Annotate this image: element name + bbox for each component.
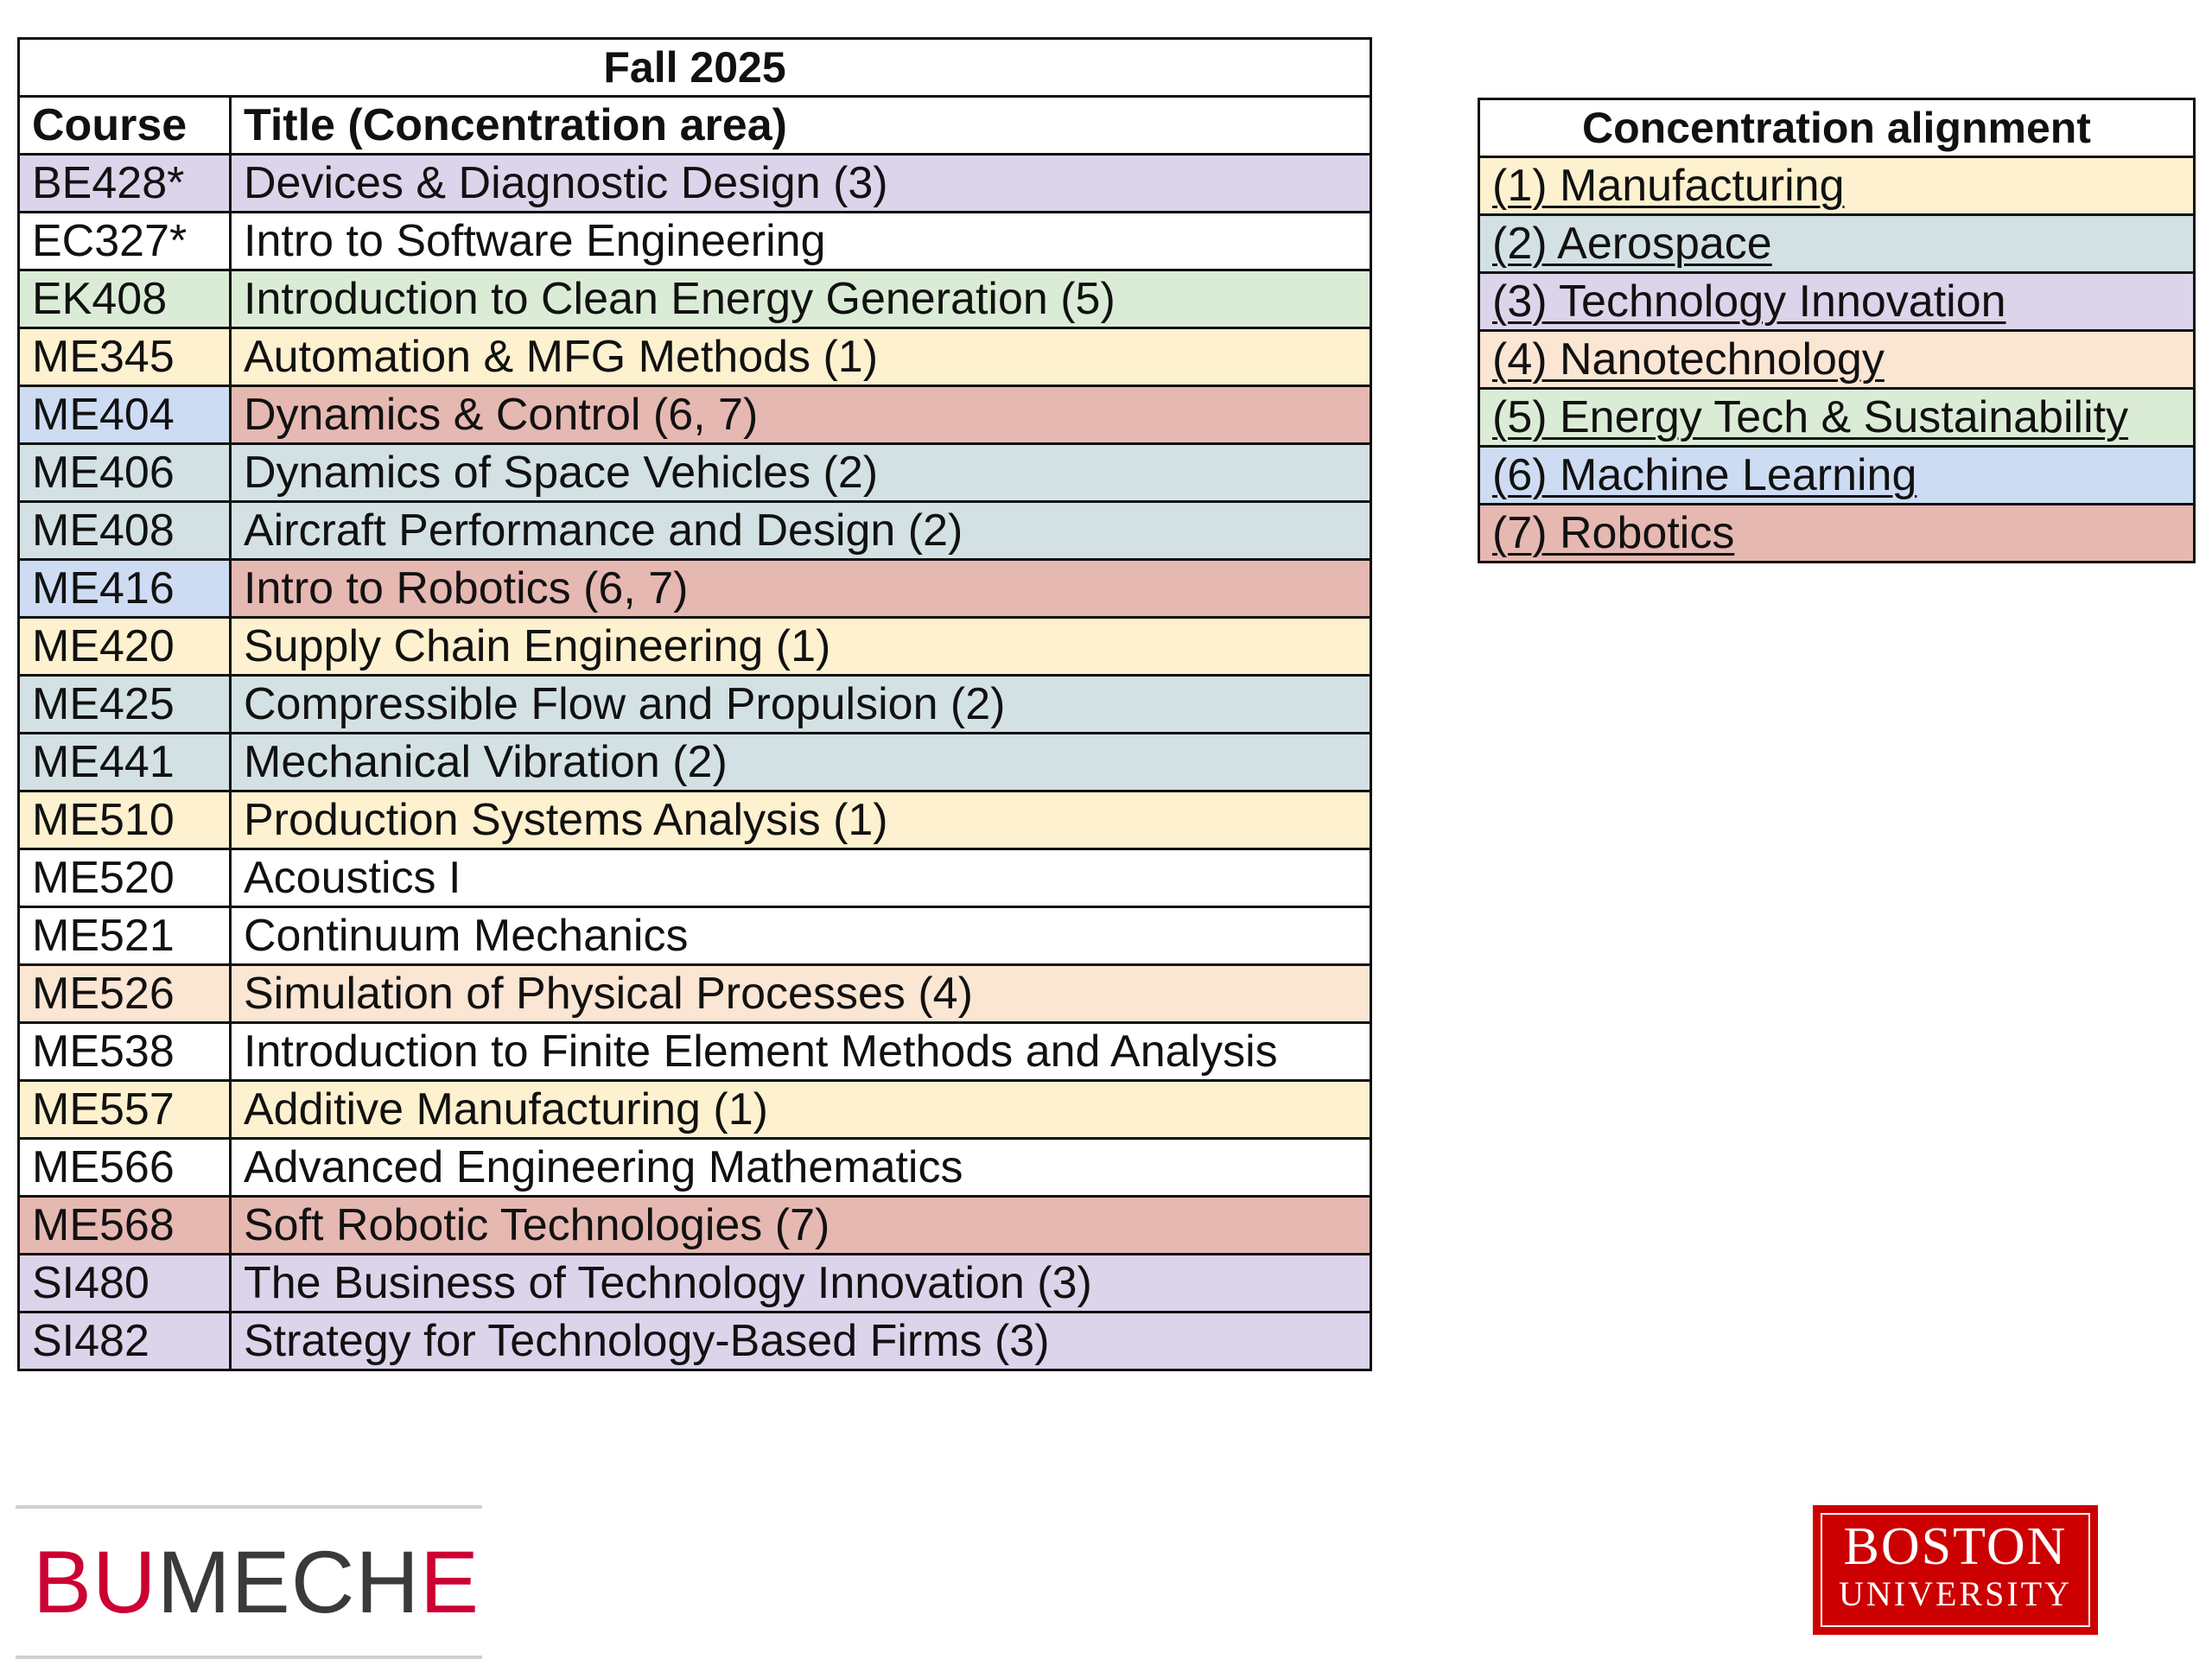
- legend-row: [1479, 157, 2195, 215]
- legend-item: [1479, 331, 2195, 389]
- course-title: Strategy for Technology-Based Firms (3): [231, 1313, 1371, 1370]
- course-row: [19, 965, 1371, 1023]
- course-title: Production Systems Analysis (1): [231, 791, 1371, 849]
- course-row: [19, 560, 1371, 618]
- course-row: [19, 849, 1371, 907]
- course-row: [19, 213, 1371, 270]
- course-code: EC327*: [19, 213, 231, 270]
- course-code: ME441: [19, 734, 231, 791]
- course-title: Intro to Robotics (6, 7): [231, 560, 1371, 618]
- course-code: ME566: [19, 1139, 231, 1197]
- legend-item-label: (2) Aerospace: [1492, 219, 1772, 269]
- course-code: ME425: [19, 676, 231, 734]
- course-code: ME520: [19, 849, 231, 907]
- course-title: Introduction to Clean Energy Generation (5): [231, 270, 1371, 328]
- legend-item: [1479, 157, 2195, 215]
- course-row: [19, 1255, 1371, 1313]
- legend-header-row: [1479, 99, 2195, 157]
- course-code: ME557: [19, 1081, 231, 1139]
- bu-meche-logo: [16, 1505, 482, 1659]
- course-code: ME538: [19, 1023, 231, 1081]
- course-title: Mechanical Vibration (2): [231, 734, 1371, 791]
- course-row: [19, 1313, 1371, 1370]
- course-title: The Business of Technology Innovation (3): [231, 1255, 1371, 1313]
- legend-row: [1479, 215, 2195, 273]
- course-row: [19, 791, 1371, 849]
- legend-item-label: (3) Technology Innovation: [1492, 276, 2006, 327]
- course-row: [19, 676, 1371, 734]
- course-row: [19, 1023, 1371, 1081]
- course-title: Aircraft Performance and Design (2): [231, 502, 1371, 560]
- course-row: [19, 618, 1371, 676]
- course-code: ME526: [19, 965, 231, 1023]
- legend-item: [1479, 505, 2195, 563]
- course-title: Introduction to Finite Element Methods and Analysis: [231, 1023, 1371, 1081]
- course-code: ME521: [19, 907, 231, 965]
- legend-item: [1479, 389, 2195, 447]
- course-title: Automation & MFG Methods (1): [231, 328, 1371, 386]
- course-row: [19, 734, 1371, 791]
- course-title: Additive Manufacturing (1): [231, 1081, 1371, 1139]
- logo-top-rule: [16, 1505, 482, 1509]
- course-title: Acoustics I: [231, 849, 1371, 907]
- column-header-row: [19, 97, 1371, 155]
- column-header-course: Course: [19, 97, 231, 155]
- course-title: Supply Chain Engineering (1): [231, 618, 1371, 676]
- semester-header-row: [19, 39, 1371, 97]
- legend-row: [1479, 447, 2195, 505]
- logo-line-university: UNIVERSITY: [1839, 1574, 2072, 1613]
- course-title: Intro to Software Engineering: [231, 213, 1371, 270]
- logo-line-boston: BOSTON: [1843, 1517, 2068, 1576]
- legend-row: [1479, 505, 2195, 563]
- legend-item-label: (1) Manufacturing: [1492, 161, 1845, 211]
- meche-wordmark: [33, 1535, 480, 1630]
- meche-wordmark-e: E: [420, 1533, 480, 1631]
- course-title: Dynamics & Control (6, 7): [231, 386, 1371, 444]
- legend-item: [1479, 447, 2195, 505]
- course-title: Devices & Diagnostic Design (3): [231, 155, 1371, 213]
- meche-wordmark-mech: MECH: [156, 1533, 421, 1631]
- course-title: Simulation of Physical Processes (4): [231, 965, 1371, 1023]
- logo-bottom-rule: [16, 1656, 482, 1659]
- course-code: ME345: [19, 328, 231, 386]
- course-code: SI480: [19, 1255, 231, 1313]
- course-row: [19, 155, 1371, 213]
- course-code: ME416: [19, 560, 231, 618]
- course-code: EK408: [19, 270, 231, 328]
- course-title: Compressible Flow and Propulsion (2): [231, 676, 1371, 734]
- course-code: ME420: [19, 618, 231, 676]
- course-row: [19, 386, 1371, 444]
- course-code: ME406: [19, 444, 231, 502]
- course-row: [19, 1197, 1371, 1255]
- course-row: [19, 907, 1371, 965]
- course-code: BE428*: [19, 155, 231, 213]
- legend-row: [1479, 331, 2195, 389]
- course-code: ME408: [19, 502, 231, 560]
- legend-item: [1479, 273, 2195, 331]
- course-title: Advanced Engineering Mathematics: [231, 1139, 1371, 1197]
- legend-item-label: (4) Nanotechnology: [1492, 334, 1885, 385]
- course-row: [19, 270, 1371, 328]
- course-schedule-table: [17, 37, 1372, 1371]
- course-title: Soft Robotic Technologies (7): [231, 1197, 1371, 1255]
- course-row: [19, 502, 1371, 560]
- course-code: ME568: [19, 1197, 231, 1255]
- course-title: Continuum Mechanics: [231, 907, 1371, 965]
- legend-title: Concentration alignment: [1479, 99, 2195, 157]
- legend-row: [1479, 273, 2195, 331]
- legend-item-label: (6) Machine Learning: [1492, 450, 1917, 500]
- course-row: [19, 1139, 1371, 1197]
- course-code: SI482: [19, 1313, 231, 1370]
- course-code: ME404: [19, 386, 231, 444]
- legend-item: [1479, 215, 2195, 273]
- course-row: [19, 444, 1371, 502]
- course-row: [19, 1081, 1371, 1139]
- legend-row: [1479, 389, 2195, 447]
- concentration-legend-table: [1478, 98, 2196, 563]
- semester-title: Fall 2025: [19, 39, 1371, 97]
- legend-item-label: (7) Robotics: [1492, 508, 1735, 558]
- meche-wordmark-bu: BU: [33, 1533, 157, 1631]
- course-title: Dynamics of Space Vehicles (2): [231, 444, 1371, 502]
- column-header-title: Title (Concentration area): [231, 97, 1371, 155]
- course-row: [19, 328, 1371, 386]
- boston-university-logo: [1813, 1505, 2098, 1635]
- legend-item-label: (5) Energy Tech & Sustainability: [1492, 392, 2129, 442]
- course-code: ME510: [19, 791, 231, 849]
